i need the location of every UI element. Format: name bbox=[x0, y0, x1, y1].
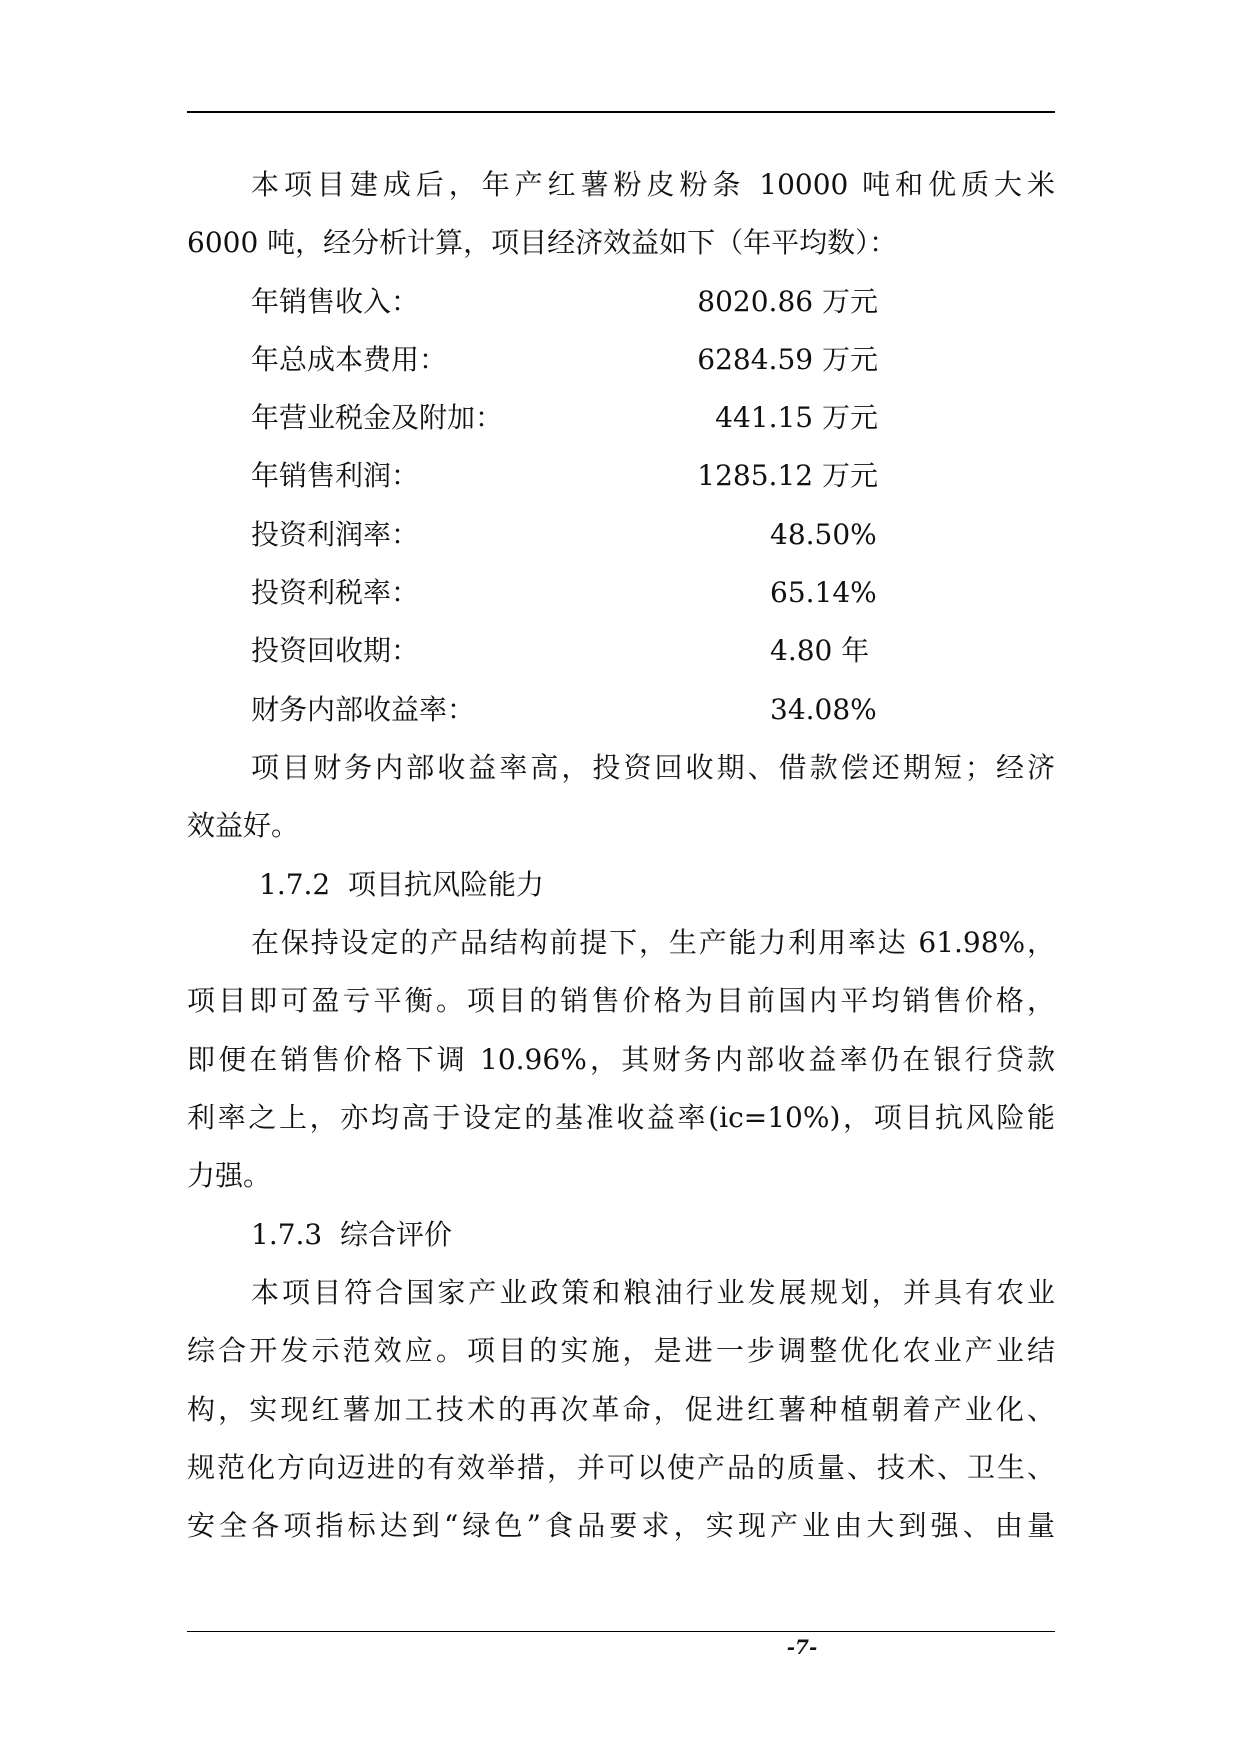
paragraph-4-line-1: 本项目符合国家产业政策和粮油行业发展规划，并具有农业 bbox=[251, 1276, 1055, 1309]
paragraph-4-line-5: 安全各项指标达到“绿色”食品要求，实现产业由大到强、由量 bbox=[187, 1509, 1055, 1542]
paragraph-3-line-5: 力强。 bbox=[187, 1159, 272, 1192]
paragraph-3-line-3: 即便在销售价格下调 10.96%，其财务内部收益率仍在银行贷款 bbox=[187, 1043, 1055, 1076]
paragraph-4-line-2: 综合开发示范效应。项目的实施，是进一步调整优化农业产业结 bbox=[187, 1334, 1055, 1367]
metric-label-total-cost: 年总成本费用： bbox=[251, 343, 448, 376]
paragraph-2-line-1: 项目财务内部收益率高，投资回收期、借款偿还期短；经济 bbox=[251, 751, 1055, 784]
header-rule bbox=[187, 111, 1055, 113]
section-heading-1-7-3: 1.7.3 综合评价 bbox=[251, 1218, 453, 1251]
paragraph-2-line-2: 效益好。 bbox=[187, 809, 300, 842]
metric-label-sales-revenue: 年销售收入： bbox=[251, 285, 420, 318]
metric-label-investment-profit-rate: 投资利润率： bbox=[251, 518, 420, 551]
metric-label-investment-tax-rate: 投资利税率： bbox=[251, 576, 420, 609]
metric-value-sales-revenue: 8020.86 万元 bbox=[697, 285, 878, 318]
metric-value-sales-profit: 1285.12 万元 bbox=[697, 459, 878, 492]
paragraph-3-line-4: 利率之上，亦均高于设定的基准收益率(ic=10%)，项目抗风险能 bbox=[187, 1101, 1055, 1134]
section-heading-1-7-2: 1.7.2 项目抗风险能力 bbox=[259, 868, 545, 901]
metric-value-investment-tax-rate: 65.14% bbox=[770, 576, 877, 609]
paragraph-4-line-4: 规范化方向迈进的有效举措，并可以使产品的质量、技术、卫生、 bbox=[187, 1451, 1055, 1484]
metric-value-investment-profit-rate: 48.50% bbox=[770, 518, 877, 551]
metric-label-sales-profit: 年销售利润： bbox=[251, 459, 420, 492]
metric-value-total-cost: 6284.59 万元 bbox=[697, 343, 878, 376]
metric-label-payback-period: 投资回收期： bbox=[251, 634, 420, 667]
paragraph-1-line-2: 6000 吨，经分析计算，项目经济效益如下（年平均数）： bbox=[187, 226, 898, 259]
paragraph-4-line-3: 构，实现红薯加工技术的再次革命，促进红薯种植朝着产业化、 bbox=[187, 1393, 1055, 1426]
metric-label-business-tax: 年营业税金及附加： bbox=[251, 401, 504, 434]
footer-rule bbox=[187, 1631, 1055, 1632]
paragraph-1-line-1: 本项目建成后，年产红薯粉皮粉条 10000 吨和优质大米 bbox=[251, 168, 1055, 201]
paragraph-3-line-1: 在保持设定的产品结构前提下，生产能力利用率达 61.98%， bbox=[251, 926, 1055, 959]
metric-value-irr: 34.08% bbox=[770, 693, 877, 726]
metric-value-business-tax: 441.15 万元 bbox=[715, 401, 878, 434]
metric-value-payback-period: 4.80 年 bbox=[770, 634, 870, 667]
metric-label-irr: 财务内部收益率： bbox=[251, 693, 476, 726]
page-number: -7- bbox=[786, 1635, 818, 1659]
paragraph-3-line-2: 项目即可盈亏平衡。项目的销售价格为目前国内平均销售价格， bbox=[187, 984, 1055, 1017]
